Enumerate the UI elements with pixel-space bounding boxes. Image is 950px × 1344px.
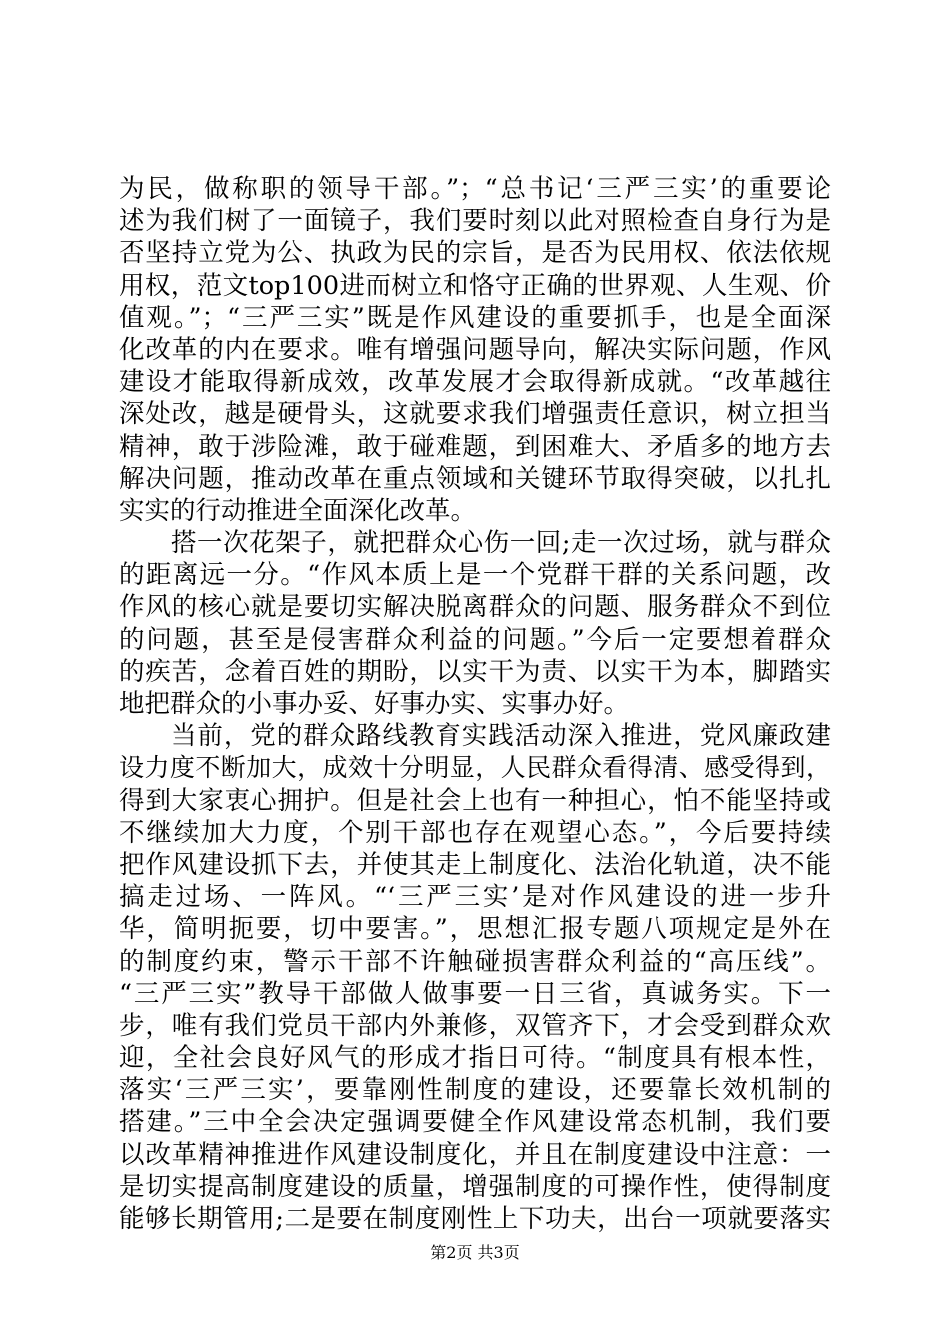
text-line: 化改革的内在要求。唯有增强问题导向，解决实际问题，作风	[119, 334, 831, 365]
page-number-footer: 第2页 共3页	[430, 1243, 520, 1262]
text-line: 解决问题，推动改革在重点领域和关键环节取得突破，以扎扎	[119, 463, 831, 494]
text-line: “三严三实”教导干部做人做事要一日三省，真诚务实。下一	[119, 978, 831, 1009]
text-line: 是切实提高制度建设的质量，增强制度的可操作性，使得制度	[119, 1171, 831, 1202]
text-line: 建设才能取得新成效，改革发展才会取得新成就。“改革越往	[119, 367, 831, 398]
text-line: 的疾苦，念着百姓的期盼，以实干为责、以实干为本，脚踏实	[119, 656, 831, 687]
text-line: 否坚持立党为公、执政为民的宗旨，是否为民用权、依法依规	[119, 238, 831, 269]
text-line: 述为我们树了一面镜子，我们要时刻以此对照检查自身行为是	[119, 206, 831, 237]
text-line: 实实的行动推进全面深化改革。	[119, 495, 477, 526]
text-line: 用权，范文top100进而树立和恪守正确的世界观、人生观、价	[119, 270, 831, 301]
text-line: 搭建。”三中全会决定强调要健全作风建设常态机制，我们要	[119, 1107, 831, 1138]
text-line: 地把群众的小事办妥、好事办实、实事办好。	[119, 689, 630, 719]
text-line: 把作风建设抓下去，并使其走上制度化、法治化轨道，决不能	[119, 849, 831, 880]
text-line: 能够长期管用;二是要在制度刚性上下功夫，出台一项就要落实	[119, 1204, 831, 1234]
text-line: 以改革精神推进作风建设制度化，并且在制度建设中注意：一	[119, 1139, 831, 1170]
text-line: 得到大家衷心拥护。但是社会上也有一种担心，怕不能坚持或	[119, 785, 831, 816]
paragraph-first-line: 搭一次花架子，就把群众心伤一回;走一次过场，就与群众	[171, 528, 831, 559]
body-text	[119, 173, 831, 1235]
text-line: 的问题，甚至是侵害群众利益的问题。”今后一定要想着群众	[119, 624, 831, 655]
text-line: 不继续加大力度，个别干部也存在观望心态。”，今后要持续	[119, 817, 831, 848]
text-line: 华，简明扼要，切中要害。”，思想汇报专题八项规定是外在	[119, 914, 831, 945]
text-line: 作风的核心就是要切实解决脱离群众的问题、服务群众不到位	[119, 592, 831, 623]
text-line: 步，唯有我们党员干部内外兼修，双管齐下，才会受到群众欢	[119, 1010, 831, 1041]
paragraph-first-line: 当前，党的群众路线教育实践活动深入推进，党风廉政建	[171, 721, 831, 752]
text-line: 的距离远一分。“作风本质上是一个党群干群的关系问题，改	[119, 560, 831, 591]
text-line: 深处改，越是硬骨头，这就要求我们增强责任意识，树立担当	[119, 399, 831, 430]
text-line: 精神，敢于涉险滩，敢于碰难题，到困难大、矛盾多的地方去	[119, 431, 831, 462]
text-line: 的制度约束，警示干部不许触碰损害群众利益的“高压线”。	[119, 946, 831, 977]
text-line: 搞走过场、一阵风。“‘三严三实’是对作风建设的进一步升	[119, 882, 831, 913]
text-line: 迎，全社会良好风气的形成才指日可待。“制度具有根本性，	[119, 1043, 831, 1074]
text-line: 为民，做称职的领导干部。”；“总书记‘三严三实’的重要论	[119, 174, 831, 204]
text-line: 设力度不断加大，成效十分明显，人民群众看得清、感受得到，	[119, 753, 831, 783]
text-line: 落实‘三严三实’，要靠刚性制度的建设，还要靠长效机制的	[119, 1075, 831, 1106]
text-line: 值观。”；“三严三实”既是作风建设的重要抓手，也是全面深	[119, 302, 831, 333]
